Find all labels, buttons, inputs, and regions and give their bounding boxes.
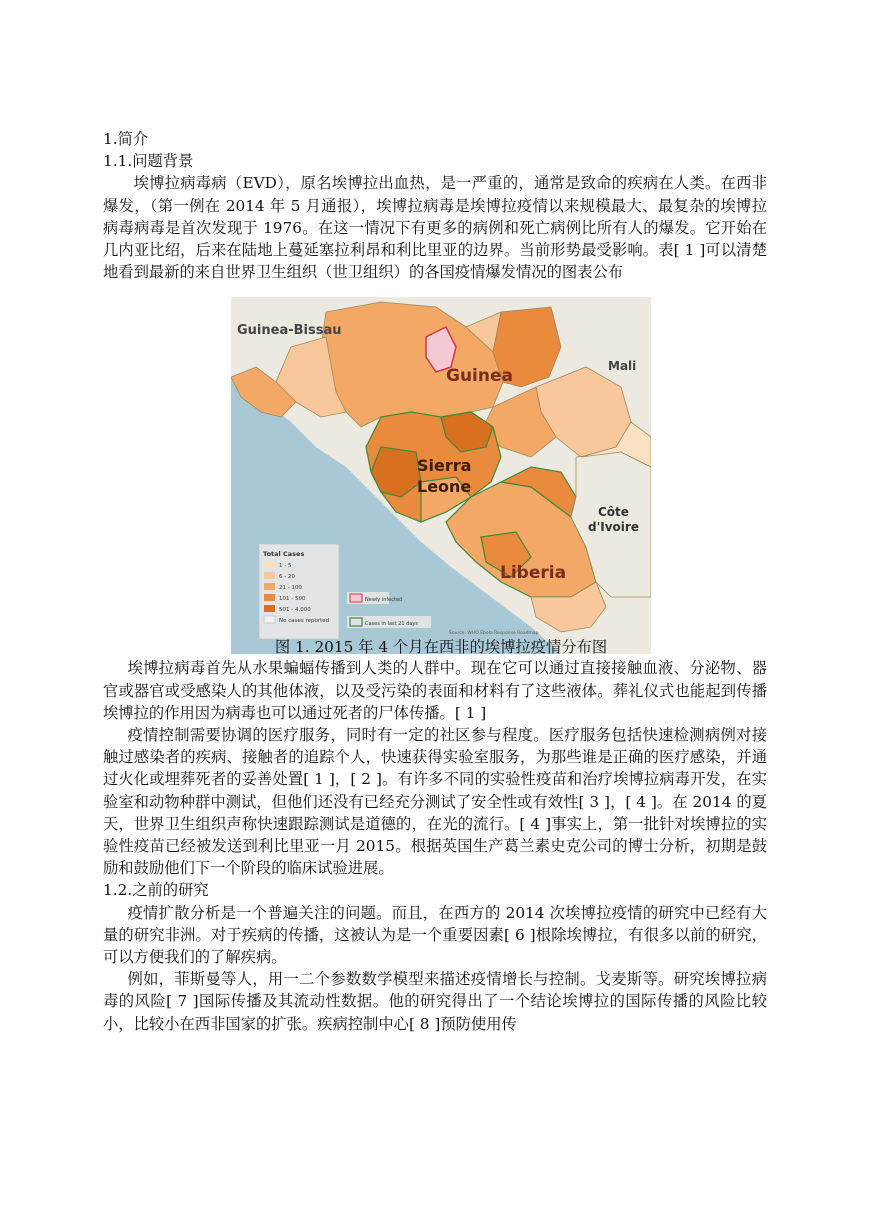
section-heading-prior: 1.2.之前的研究 xyxy=(103,881,209,900)
map-label-guinea: Guinea xyxy=(446,366,513,387)
map-label-liberia: Liberia xyxy=(500,563,567,584)
paragraph-background: 埃博拉病毒病（EVD），原名埃博拉出血热，是一严重的，通常是致命的疾病在人类。在西非爆发，（第一例在 2014 年 5 月通报），埃博拉病毒是埃博拉疫情以来规模最大、最复杂的埃博拉病毒病毒是首次发现于 1976。在这一情况下有更多的病例和死亡病例比所有人的爆发。它开始在几内亚比绍，后来在陆地上蔓延塞拉利昂和利比里亚的边界。当前形势最受影响。表[ 1 ]可以清楚地看到最新的来自世界卫生组织（世卫组织）的各国疫情爆发情况的图表公布 xyxy=(103,174,767,282)
legend-item-1: 1 - 5 xyxy=(279,563,292,570)
section-heading-intro: 1.简介 xyxy=(103,130,149,148)
legend-title: Total Cases xyxy=(263,550,305,559)
map-label-leone: Leone xyxy=(417,477,472,497)
figure-ebola-map xyxy=(231,297,651,657)
paragraph-control: 疫情控制需要协调的医疗服务，同时有一定的社区参与程度。医疗服务包括快速检测病例对接触过感染者的疾病、接触者的追踪个人，快速获得实验室服务，为那些谁是正确的医疗感染，并通过火化或埋葬死者的妥善处置[ 1 ]，[ 2 ]。有许多不同的实验性疫苗和治疗埃博拉病毒开发，在实验室和动物种群中测试，但他们还没有已经充分测试了安全性或有效性[ 3 ]，[ 4 ]。在 2014 的夏天，世界卫生组织声称快速跟踪测试是道德的，在光的流行。[ 4 ]事实上，第一批针对埃博拉的实验性疫苗已经被发送到利比里亚一月 2015。根据英国生产葛兰素史克公司的博士分析，初期是鼓励和鼓励他们下一个阶段的临床试验进展。 xyxy=(103,726,767,878)
map-label-cote: Côte xyxy=(598,505,629,520)
legend-item-5: 501 - 4,000 xyxy=(279,607,311,614)
document-page xyxy=(103,128,767,1035)
legend-item-4: 101 - 500 xyxy=(279,596,306,603)
section-heading-background: 1.1.问题背景 xyxy=(103,152,194,171)
map-label-sierra: Sierra xyxy=(417,456,472,476)
map-source: Source: WHO Ebola Response Roadmap xyxy=(449,631,539,637)
map-label-guinea-bissau: Guinea-Bissau xyxy=(237,323,342,339)
ebola-distribution-map xyxy=(231,297,651,654)
map-legend xyxy=(259,544,339,639)
paragraph-prior-1: 疫情扩散分析是一个普遍关注的问题。而且，在西方的 2014 次埃博拉疫情的研究中已经有大量的研究非洲。对于疾病的传播，这被认为是一个重要因素[ 6 ]根除埃博拉，有很多以前的研究，可以方便我们的了解疾病。 xyxy=(103,903,767,967)
paragraph-transmission: 埃博拉病毒首先从水果蝙蝠传播到人类的人群中。现在它可以通过直接接触血液、分泌物、器官或器官或受感染人的其他体液，以及受污染的表面和材料有了这些液体。葬礼仪式也能起到传播埃博拉的作用因为病毒也可以通过死者的尸体传播。[ 1 ] xyxy=(103,659,767,722)
legend-last-21-days xyxy=(347,616,431,628)
figure-caption: 图 1. 2015 年 4 个月在西非的埃博拉疫情分布图 xyxy=(274,638,608,657)
svg-text:Newly infected: Newly infected xyxy=(365,597,403,604)
legend-item-6: No cases reported xyxy=(279,618,330,625)
legend-item-2: 6 - 20 xyxy=(279,574,295,581)
map-label-divoire: d'Ivoire xyxy=(588,520,639,535)
svg-text:Cases in last 21 days: Cases in last 21 days xyxy=(365,621,418,628)
paragraph-prior-2: 例如，菲斯曼等人，用一二个参数数学模型来描述疫情增长与控制。戈麦斯等。研究埃博拉病毒的风险[ 7 ]国际传播及其流动性数据。他的研究得出了一个结论埃博拉的国际传播的风险比较小，比较小在西非国家的扩张。疾病控制中心[ 8 ]预防使用传 xyxy=(103,970,767,1033)
legend-item-3: 21 - 100 xyxy=(279,585,302,592)
map-label-mali: Mali xyxy=(608,359,637,374)
